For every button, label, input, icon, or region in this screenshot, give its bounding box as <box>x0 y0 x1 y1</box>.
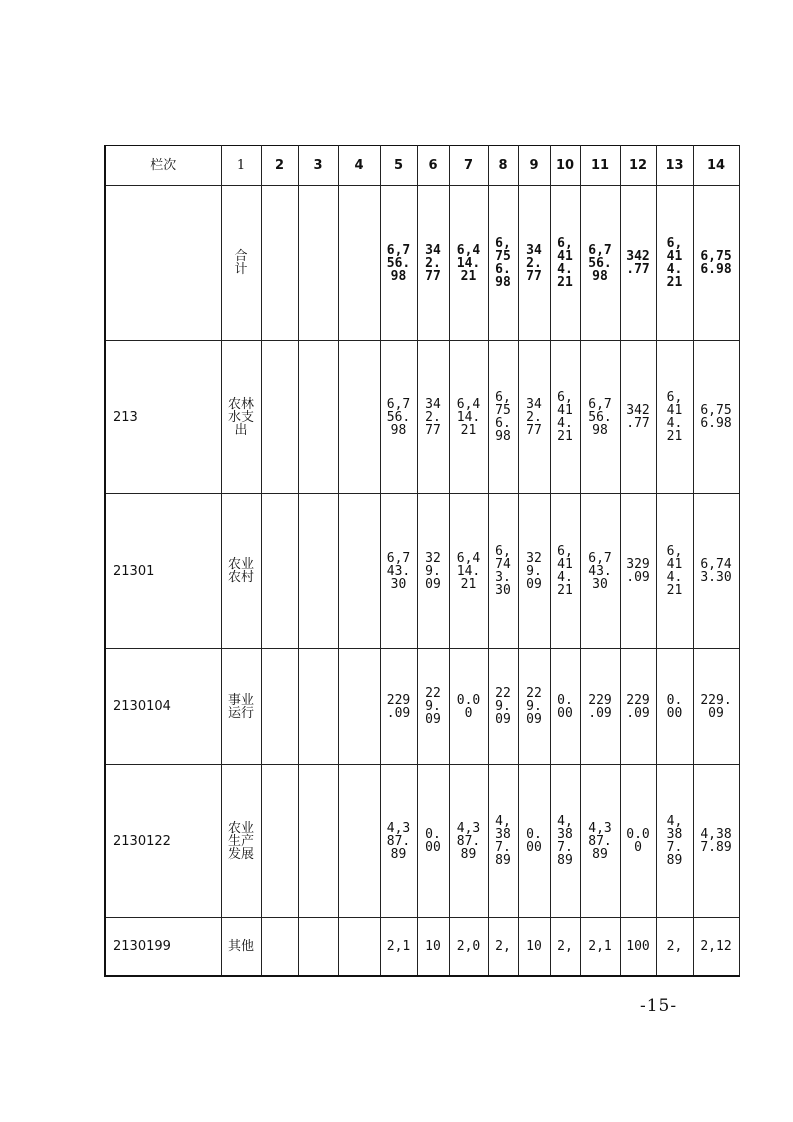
header-cell-10: 10 <box>550 146 580 186</box>
cell-col-8: 6, 75 6. 98 <box>488 341 518 494</box>
row-code: 21301 <box>105 494 221 649</box>
table-row <box>105 918 739 976</box>
row-code: 2130122 <box>105 765 221 918</box>
cell-col-14: 4,38 7.89 <box>693 765 739 918</box>
cell-col-12: 329 .09 <box>620 494 656 649</box>
cell-col-14: 229. 09 <box>693 649 739 765</box>
table-row <box>105 649 739 765</box>
cell-col-14: 2,12 <box>693 918 739 976</box>
cell-col-8: 6, 75 6. 98 <box>488 186 518 341</box>
cell-col-7: 2,0 <box>449 918 488 976</box>
row-name: 农林 水支 出 <box>221 341 261 494</box>
header-cell-lanci: 栏次 <box>105 146 221 186</box>
cell-col-11: 2,1 <box>580 918 620 976</box>
cell-col-11: 4,3 87. 89 <box>580 765 620 918</box>
cell-col-5: 4,3 87. 89 <box>380 765 417 918</box>
cell-col-3 <box>298 186 338 341</box>
cell-col-4 <box>338 341 380 494</box>
cell-col-9: 34 2. 77 <box>518 186 550 341</box>
cell-col-7: 4,3 87. 89 <box>449 765 488 918</box>
cell-col-7: 0.0 0 <box>449 649 488 765</box>
cell-col-6: 10 <box>417 918 449 976</box>
header-cell-6: 6 <box>417 146 449 186</box>
cell-col-4 <box>338 186 380 341</box>
cell-col-5: 6,7 56. 98 <box>380 186 417 341</box>
cell-col-12: 229 .09 <box>620 649 656 765</box>
cell-col-3 <box>298 341 338 494</box>
cell-col-2 <box>261 341 298 494</box>
cell-col-6: 34 2. 77 <box>417 341 449 494</box>
cell-col-12: 0.0 0 <box>620 765 656 918</box>
row-name: 事业 运行 <box>221 649 261 765</box>
cell-col-10: 6, 41 4. 21 <box>550 494 580 649</box>
header-cell-13: 13 <box>656 146 693 186</box>
table-row <box>105 341 739 494</box>
cell-col-10: 6, 41 4. 21 <box>550 186 580 341</box>
cell-col-6: 22 9. 09 <box>417 649 449 765</box>
cell-col-14: 6,74 3.30 <box>693 494 739 649</box>
cell-col-13: 6, 41 4. 21 <box>656 186 693 341</box>
header-cell-7: 7 <box>449 146 488 186</box>
table-header-row <box>105 146 739 186</box>
header-cell-8: 8 <box>488 146 518 186</box>
cell-col-14: 6,75 6.98 <box>693 186 739 341</box>
cell-col-11: 6,7 56. 98 <box>580 186 620 341</box>
cell-col-4 <box>338 765 380 918</box>
cell-col-14: 6,75 6.98 <box>693 341 739 494</box>
cell-col-5: 229 .09 <box>380 649 417 765</box>
row-name: 农业 生产 发展 <box>221 765 261 918</box>
cell-col-3 <box>298 494 338 649</box>
cell-col-12: 100 <box>620 918 656 976</box>
cell-col-10: 6, 41 4. 21 <box>550 341 580 494</box>
row-name: 其他 <box>221 918 261 976</box>
cell-col-8: 6, 74 3. 30 <box>488 494 518 649</box>
cell-col-2 <box>261 918 298 976</box>
cell-col-9: 0. 00 <box>518 765 550 918</box>
cell-col-7: 6,4 14. 21 <box>449 494 488 649</box>
header-cell-2: 2 <box>261 146 298 186</box>
cell-col-8: 4, 38 7. 89 <box>488 765 518 918</box>
header-cell-12: 12 <box>620 146 656 186</box>
header-cell-5: 5 <box>380 146 417 186</box>
cell-col-4 <box>338 494 380 649</box>
header-cell-11: 11 <box>580 146 620 186</box>
cell-col-13: 0. 00 <box>656 649 693 765</box>
cell-col-13: 4, 38 7. 89 <box>656 765 693 918</box>
cell-col-9: 32 9. 09 <box>518 494 550 649</box>
cell-col-10: 4, 38 7. 89 <box>550 765 580 918</box>
row-code: 2130199 <box>105 918 221 976</box>
header-cell-14: 14 <box>693 146 739 186</box>
cell-col-2 <box>261 186 298 341</box>
cell-col-12: 342 .77 <box>620 341 656 494</box>
cell-col-10: 0. 00 <box>550 649 580 765</box>
cell-col-9: 10 <box>518 918 550 976</box>
cell-col-13: 2, <box>656 918 693 976</box>
cell-col-6: 34 2. 77 <box>417 186 449 341</box>
cell-col-4 <box>338 649 380 765</box>
page-number: -15- <box>640 996 678 1016</box>
table-row <box>105 765 739 918</box>
row-name: 农业 农村 <box>221 494 261 649</box>
header-cell-3: 3 <box>298 146 338 186</box>
cell-col-7: 6,4 14. 21 <box>449 186 488 341</box>
cell-col-2 <box>261 765 298 918</box>
header-cell-1: 1 <box>221 146 261 186</box>
row-name: 合 计 <box>221 186 261 341</box>
budget-table <box>104 145 740 977</box>
cell-col-9: 22 9. 09 <box>518 649 550 765</box>
cell-col-6: 32 9. 09 <box>417 494 449 649</box>
cell-col-8: 2, <box>488 918 518 976</box>
cell-col-13: 6, 41 4. 21 <box>656 494 693 649</box>
cell-col-3 <box>298 918 338 976</box>
cell-col-12: 342 .77 <box>620 186 656 341</box>
cell-col-5: 2,1 <box>380 918 417 976</box>
cell-col-10: 2, <box>550 918 580 976</box>
cell-col-3 <box>298 649 338 765</box>
cell-col-8: 22 9. 09 <box>488 649 518 765</box>
cell-col-4 <box>338 918 380 976</box>
row-code: 2130104 <box>105 649 221 765</box>
row-code <box>105 186 221 341</box>
cell-col-5: 6,7 56. 98 <box>380 341 417 494</box>
cell-col-11: 6,7 43. 30 <box>580 494 620 649</box>
table-row <box>105 494 739 649</box>
cell-col-3 <box>298 765 338 918</box>
table-row-total <box>105 186 739 341</box>
cell-col-11: 6,7 56. 98 <box>580 341 620 494</box>
row-code: 213 <box>105 341 221 494</box>
header-cell-9: 9 <box>518 146 550 186</box>
cell-col-13: 6, 41 4. 21 <box>656 341 693 494</box>
header-cell-4: 4 <box>338 146 380 186</box>
cell-col-6: 0. 00 <box>417 765 449 918</box>
cell-col-11: 229 .09 <box>580 649 620 765</box>
cell-col-2 <box>261 494 298 649</box>
cell-col-9: 34 2. 77 <box>518 341 550 494</box>
cell-col-5: 6,7 43. 30 <box>380 494 417 649</box>
cell-col-2 <box>261 649 298 765</box>
cell-col-7: 6,4 14. 21 <box>449 341 488 494</box>
